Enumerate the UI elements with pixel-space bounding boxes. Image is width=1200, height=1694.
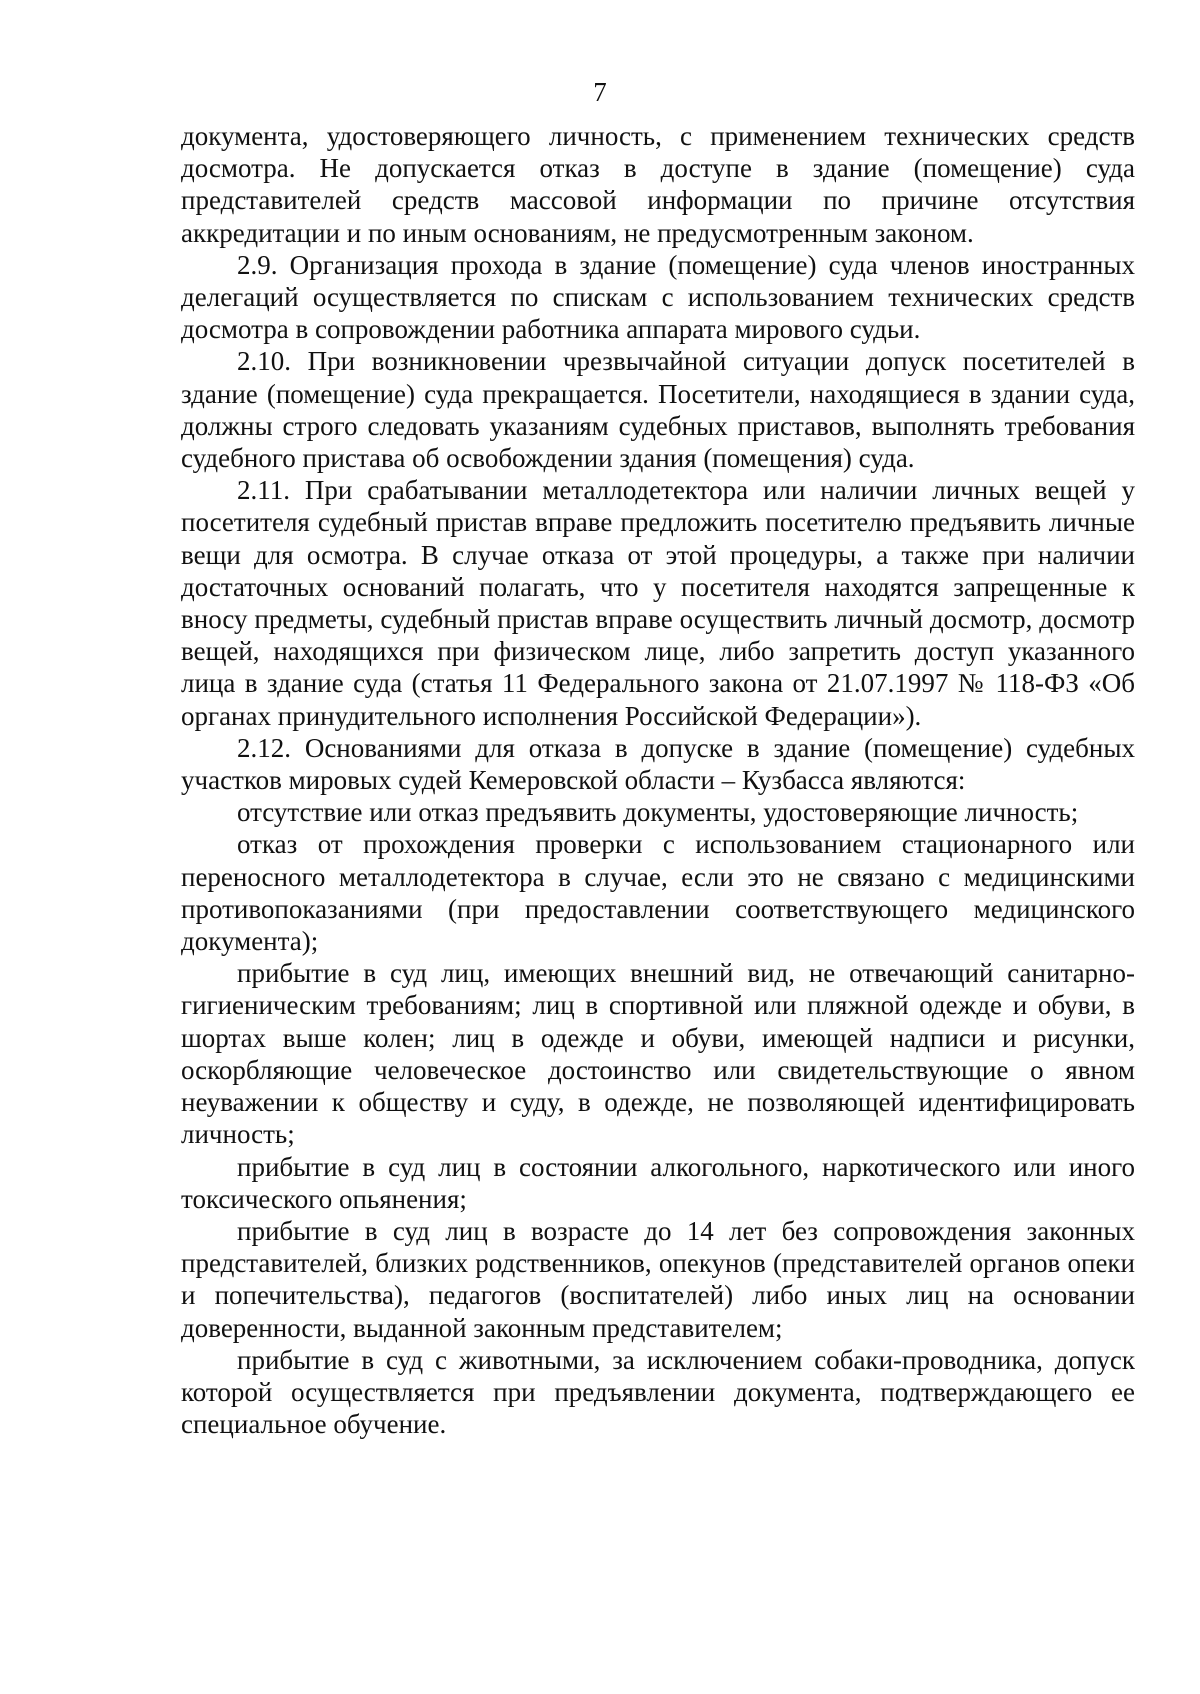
document-body — [181, 120, 1135, 1440]
list-item-no-documents: отсутствие или отказ предъявить документы, удостоверяющие личность; — [237, 797, 1079, 828]
paragraph-2-10: 2.10. При возникновении чрезвычайной ситуации допуск посетителей в здание (помещение) суда прекращается. Посетители, находящиеся в здании суда, должны строго следовать указаниям судебных приставов, выполнять требования судебного пристава об освобождении здания (помещения) суда. — [181, 346, 1135, 474]
page-number: 7 — [593, 77, 607, 107]
paragraph-2-12: 2.12. Основаниями для отказа в допуске в здание (помещение) судебных участков мировых судей Кемеровской области – Кузбасса являются: — [181, 732, 1135, 796]
list-item-intoxication: прибытие в суд лиц в состоянии алкогольного, наркотического или иного токсического опьянения; — [181, 1151, 1135, 1214]
list-item-minors: прибытие в суд лиц в возрасте до 14 лет без сопровождения законных представителей, близких родственников, опекунов (представителей органов опеки и попечительства), педагогов (воспитателей) либо иных лиц на основании доверенности, выданной законным представителем; — [181, 1215, 1135, 1343]
list-item-metal-detector-refusal: отказ от прохождения проверки с использованием стационарного или переносного металлодетектора в случае, если это не связано с медицинскими противопоказаниями (при предоставлении соответствующего медицинского документа); — [181, 829, 1135, 957]
paragraph-2-9: 2.9. Организация прохода в здание (помещение) суда членов иностранных делегаций осуществляется по спискам с использованием технических средств досмотра в сопровождении работника аппарата мирового судьи. — [181, 249, 1135, 345]
paragraph-2-11: 2.11. При срабатывании металлодетектора или наличии личных вещей у посетителя судебный пристав вправе предложить посетителю предъявить личные вещи для осмотра. В случае отказа от этой процедуры, а также при наличии достаточных оснований полагать, что у посетителя находятся запрещенные к вносу предметы, судебный пристав вправе осуществить личный досмотр, досмотр вещей, находящихся при физическом лице, либо запретить доступ указанного лица в здание суда (статья 11 Федерального закона от 21.07.1997 № 118-ФЗ «Об органах принудительного исполнения Российской Федерации»). — [181, 475, 1135, 731]
list-item-animals: прибытие в суд с животными, за исключением собаки-проводника, допуск которой осуществляется при предъявлении документа, подтверждающего ее специальное обучение. — [181, 1344, 1135, 1440]
list-item-appearance: прибытие в суд лиц, имеющих внешний вид, не отвечающий санитарно-гигиеническим требованиям; лиц в спортивной или пляжной одежде и обуви, в шортах выше колен; лиц в одежде и обуви, имеющей надписи и рисунки, оскорбляющие человеческое достоинство или свидетельствующие о явном неуважении к обществу и суду, в одежде, не позволяющей идентифицировать личность; — [181, 958, 1135, 1150]
paragraph-continuation: документа, удостоверяющего личность, с применением технических средств досмотра. Не допускается отказ в доступе в здание (помещение) суда представителей средств массовой информации по причине отсутствия аккредитации и по иным основаниям, не предусмотренным законом. — [181, 121, 1135, 248]
